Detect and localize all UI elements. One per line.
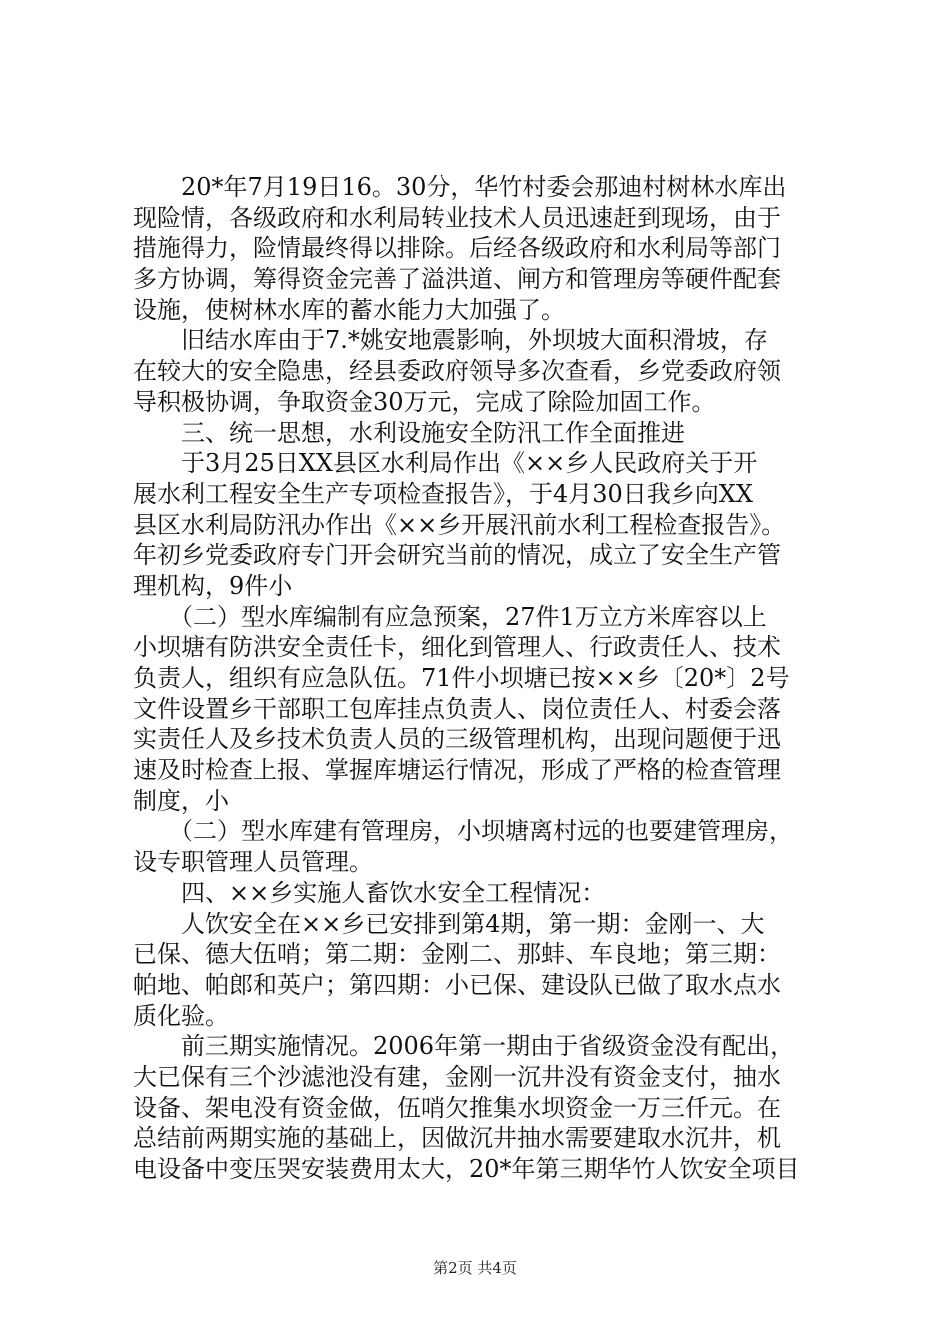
page-number-footer: 第2页 共4页 [433, 1259, 517, 1277]
text-line: 文件设置乡干部职工包库挂点负责人、岗位责任人、村委会落 [133, 694, 781, 723]
text-line: 旧结水库由于7.*姚安地震影响，外坝坡大面积滑坡，存 [133, 326, 768, 355]
text-line: 小坝塘有防洪安全责任卡，细化到管理人、行政责任人、技术 [133, 633, 781, 662]
text-line: 年初乡党委政府专门开会研究当前的情况，成立了安全生产管 [133, 541, 781, 570]
text-line: 设施，使树林水库的蓄水能力大加强了。 [133, 295, 565, 324]
text-line: 人饮安全在××乡已安排到第4期，第一期：金刚一、大 [133, 909, 765, 938]
text-line: 电设备中变压哭安装费用太大，20*年第三期华竹人饮安全项目 [133, 1155, 800, 1183]
section-heading: 四、××乡实施人畜饮水安全工程情况： [133, 878, 606, 907]
text-line: 大已保有三个沙滤池没有建，金刚一沉井没有资金支付，抽水 [133, 1062, 781, 1091]
text-line: 于3月25日XX县区水利局作出《××乡人民政府关于开 [133, 449, 758, 478]
text-line: 负责人，组织有应急队伍。71件小坝塘已按××乡〔20*〕2号 [133, 664, 790, 692]
text-line: 设备、架电没有资金做，伍哨欠推集水坝资金一万三仟元。在 [133, 1093, 781, 1122]
text-line: 速及时检查上报、掌握库塘运行情况，形成了严格的检查管理 [133, 756, 781, 785]
text-line: 在较大的安全隐患，经县委政府领导多次查看，乡党委政府领 [133, 357, 781, 386]
text-line: 前三期实施情况。2006年第一期由于省级资金没有配出， [133, 1032, 795, 1061]
section-heading: 三、统一思想，水利设施安全防汛工作全面推进 [133, 418, 685, 447]
text-line: 制度，小 [133, 786, 229, 815]
text-line: 帕地、帕郎和英户；第四期：小已保、建设队已做了取水点水 [133, 970, 781, 999]
text-line: 现险情，各级政府和水利局转业技术人员迅速赶到现场，由于 [133, 203, 781, 232]
text-line: 已保、德大伍哨；第二期：金刚二、那蚌、车良地；第三期： [133, 940, 781, 969]
text-line: 措施得力，险情最终得以排除。后经各级政府和水利局等部门 [133, 234, 781, 263]
text-line: 20*年7月19日16。30分，华竹村委会那迪村树林水库出 [133, 173, 787, 201]
text-line: 实责任人及乡技术负责人员的三级管理机构，出现问题便于迅 [133, 725, 781, 754]
text-line: （二）型水库编制有应急预案，27件1万立方米库容以上 [133, 602, 767, 631]
text-line: 展水利工程安全生产专项检查报告》，于4月30日我乡向XX [133, 479, 753, 508]
text-line: 理机构，9件小 [133, 571, 293, 600]
text-line: 质化验。 [133, 1001, 229, 1030]
text-line: 县区水利局防汛办作出《××乡开展汛前水利工程检查报告》。 [133, 510, 786, 539]
text-line: 总结前两期实施的基础上，因做沉井抽水需要建取水沉井，机 [133, 1124, 781, 1153]
document-body [133, 172, 833, 1185]
text-line: 导积极协调，争取资金30万元，完成了除险加固工作。 [133, 387, 716, 416]
text-line: 设专职管理人员管理。 [133, 848, 373, 877]
text-line: 多方协调，筹得资金完善了溢洪道、闸方和管理房等硬件配套 [133, 265, 781, 294]
text-line: （二）型水库建有管理房，小坝塘离村远的也要建管理房， [133, 817, 793, 846]
